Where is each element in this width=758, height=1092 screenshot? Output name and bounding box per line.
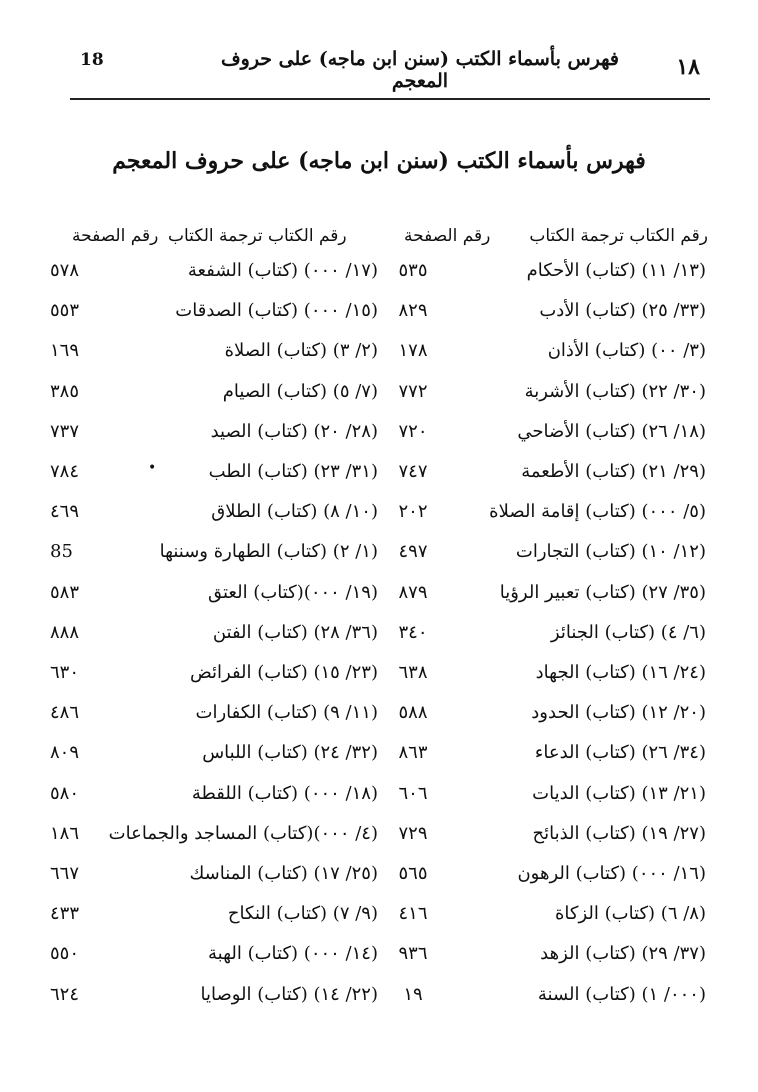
left-page-column-header: رقم الصفحة [72, 226, 159, 246]
right-page-number: ٨٦٣ [398, 742, 428, 764]
left-page-number: ٤٣٣ [50, 903, 80, 925]
left-page-number: ٣٨٥ [50, 380, 80, 402]
table-row [0, 783, 758, 823]
page-number-arabic: ١٨ [676, 54, 700, 80]
left-book-title: (١٩/ ٠٠٠)(كتاب) العتق [207, 581, 378, 603]
left-page-number: ٥٨٣ [50, 581, 80, 603]
left-book-title: (٢/ ٣) (كتاب) الصلاة [224, 340, 378, 362]
table-row [0, 903, 758, 943]
left-book-column-header: رقم الكتاب ترجمة الكتاب [168, 226, 347, 246]
table-row [0, 622, 758, 662]
left-book-title: (١١/ ٩) (كتاب) الكفارات [195, 702, 378, 724]
table-row [0, 421, 758, 461]
right-page-number: ٤١٦ [398, 903, 428, 925]
right-page-number: ١٩ [403, 983, 423, 1005]
left-page-number: ٥٥٠ [50, 943, 80, 965]
table-row [0, 381, 758, 421]
left-page-number: ٥٧٨ [50, 260, 80, 281]
right-page-number: ٧٧٢ [398, 380, 428, 402]
left-book-title: (١/ ٢) (كتاب) الطهارة وسننها [159, 541, 378, 563]
left-page-number: ٥٥٣ [50, 300, 80, 322]
table-row [0, 340, 758, 380]
left-page-number: ١٦٩ [50, 340, 80, 362]
right-book-title: (٣/ ٠٠) (كتاب) الأذان [547, 340, 706, 362]
right-page-number: ٢٠٢ [398, 501, 428, 523]
right-page-column-header: رقم الصفحة [404, 226, 491, 246]
table-row [0, 984, 758, 1024]
right-page-number: ٥٦٥ [398, 863, 428, 884]
right-page-number: ٨٢٩ [398, 300, 428, 322]
right-book-title: (٦/ ٤) (كتاب) الجنائز [550, 621, 706, 643]
left-book-title: (٢٣/ ١٥) (كتاب) الفرائض [189, 662, 378, 683]
left-book-title: (١٤/ ٠٠٠) (كتاب) الهبة [208, 943, 378, 965]
left-page-number: 85 [50, 541, 73, 563]
left-page-number: ٧٨٤ [50, 461, 80, 482]
right-book-title: (٣٥/ ٢٧) (كتاب) تعبير الرؤيا [499, 581, 706, 603]
right-book-column-header: رقم الكتاب ترجمة الكتاب [529, 226, 708, 246]
table-row [0, 863, 758, 903]
table-row [0, 541, 758, 581]
table-row [0, 300, 758, 340]
left-book-title: (١٥/ ٠٠٠) (كتاب) الصدقات [175, 300, 378, 322]
right-page-number: ٥٣٥ [398, 260, 428, 281]
right-book-title: (٥/ ٠٠٠) (كتاب) إقامة الصلاة [489, 501, 706, 523]
table-row [0, 582, 758, 622]
left-book-title: (١٧/ ٠٠٠) (كتاب) الشفعة [187, 260, 378, 281]
right-book-title: (٢٩/ ٢١) (كتاب) الأطعمة [521, 461, 706, 482]
table-row [0, 742, 758, 782]
left-page-number: ٤٨٦ [50, 702, 80, 724]
right-book-title: (١٨/ ٢٦) (كتاب) الأضاحي [517, 420, 706, 442]
left-page-number: ٨٠٩ [50, 742, 80, 764]
left-page-number: ٤٦٩ [50, 501, 80, 523]
left-page-number: ٥٨٠ [50, 782, 80, 804]
left-book-title: (٩/ ٧) (كتاب) النكاح [227, 903, 378, 925]
left-book-title: (١٨/ ٠٠٠) (كتاب) اللقطة [191, 782, 378, 804]
left-book-title: (٢٢/ ١٤) (كتاب) الوصايا [200, 983, 378, 1005]
page-header [70, 44, 710, 100]
left-book-title: (٣١/ ٢٣) (كتاب) الطب [208, 461, 378, 482]
right-page-number: ٧٤٧ [398, 461, 428, 482]
left-book-title: (٣٢/ ٢٤) (كتاب) اللباس [202, 742, 378, 764]
left-book-title: (٣٦/ ٢٨) (كتاب) الفتن [212, 621, 378, 643]
right-book-title: (٣٣/ ٢٥) (كتاب) الأدب [539, 300, 706, 322]
left-page-number: ٦٢٤ [50, 983, 80, 1005]
left-page-number: ٦٣٠ [50, 662, 80, 683]
left-book-title: (٤/ ٠٠٠)(كتاب) المساجد والجماعات [108, 822, 378, 844]
right-page-number: ٧٢٩ [398, 822, 428, 844]
right-page-number: ٥٨٨ [398, 702, 428, 724]
table-row [0, 943, 758, 983]
right-page-number: ٩٣٦ [398, 943, 428, 965]
right-book-title: (٢٠/ ١٢) (كتاب) الحدود [531, 702, 706, 724]
page-number-latin: 18 [80, 50, 104, 70]
right-book-title: (٢٧/ ١٩) (كتاب) الذبائح [532, 822, 706, 844]
left-page-number: ١٨٦ [50, 822, 80, 844]
right-page-number: ١٧٨ [398, 340, 428, 362]
right-book-title: (١٣/ ١١) (كتاب) الأحكام [526, 260, 706, 281]
right-book-title: (١٦/ ٠٠٠) (كتاب) الرهون [517, 863, 706, 884]
right-book-title: (٢٤/ ١٦) (كتاب) الجهاد [535, 662, 706, 683]
left-page-number: ٦٦٧ [50, 863, 80, 884]
right-book-title: (١٢/ ١٠) (كتاب) التجارات [515, 541, 706, 563]
right-book-title: (٨/ ٦) (كتاب) الزكاة [554, 903, 706, 925]
page-title: فهرس بأسماء الكتب (سنن ابن ماجه) على حروف المعجم [112, 148, 646, 174]
table-row [0, 260, 758, 300]
table-row [0, 823, 758, 863]
left-book-title: (٢٨/ ٢٠) (كتاب) الصيد [210, 420, 378, 442]
left-page-number: ٨٨٨ [50, 621, 80, 643]
running-title: فهرس بأسماء الكتب (سنن ابن ماجه) على حروف المعجم [220, 48, 620, 92]
right-book-title: (٣٧/ ٢٩) (كتاب) الزهد [540, 943, 706, 965]
left-book-title: (١٠/ ٨) (كتاب) الطلاق [211, 501, 378, 523]
right-book-title: (٢١/ ١٣) (كتاب) الديات [532, 782, 706, 804]
table-row [0, 501, 758, 541]
right-book-title: (٣٠/ ٢٢) (كتاب) الأشربة [524, 380, 706, 402]
right-page-number: ٧٢٠ [398, 420, 428, 442]
table-row [0, 662, 758, 702]
left-book-title: (٢٥/ ١٧) (كتاب) المناسك [189, 863, 378, 884]
left-book-title: (٧/ ٥) (كتاب) الصيام [222, 380, 378, 402]
right-page-number: ٦٣٨ [398, 662, 428, 683]
right-book-title: (٣٤/ ٢٦) (كتاب) الدعاء [534, 742, 706, 764]
right-page-number: ٣٤٠ [398, 621, 428, 643]
right-book-title: (٠٠٠/ ١) (كتاب) السنة [537, 983, 706, 1005]
bullet-mark: • [148, 460, 157, 476]
right-page-number: ٦٠٦ [398, 782, 428, 804]
table-row [0, 702, 758, 742]
right-page-number: ٤٩٧ [398, 541, 428, 563]
right-page-number: ٨٧٩ [398, 581, 428, 603]
left-page-number: ٧٣٧ [50, 420, 80, 442]
table-row [0, 461, 758, 501]
